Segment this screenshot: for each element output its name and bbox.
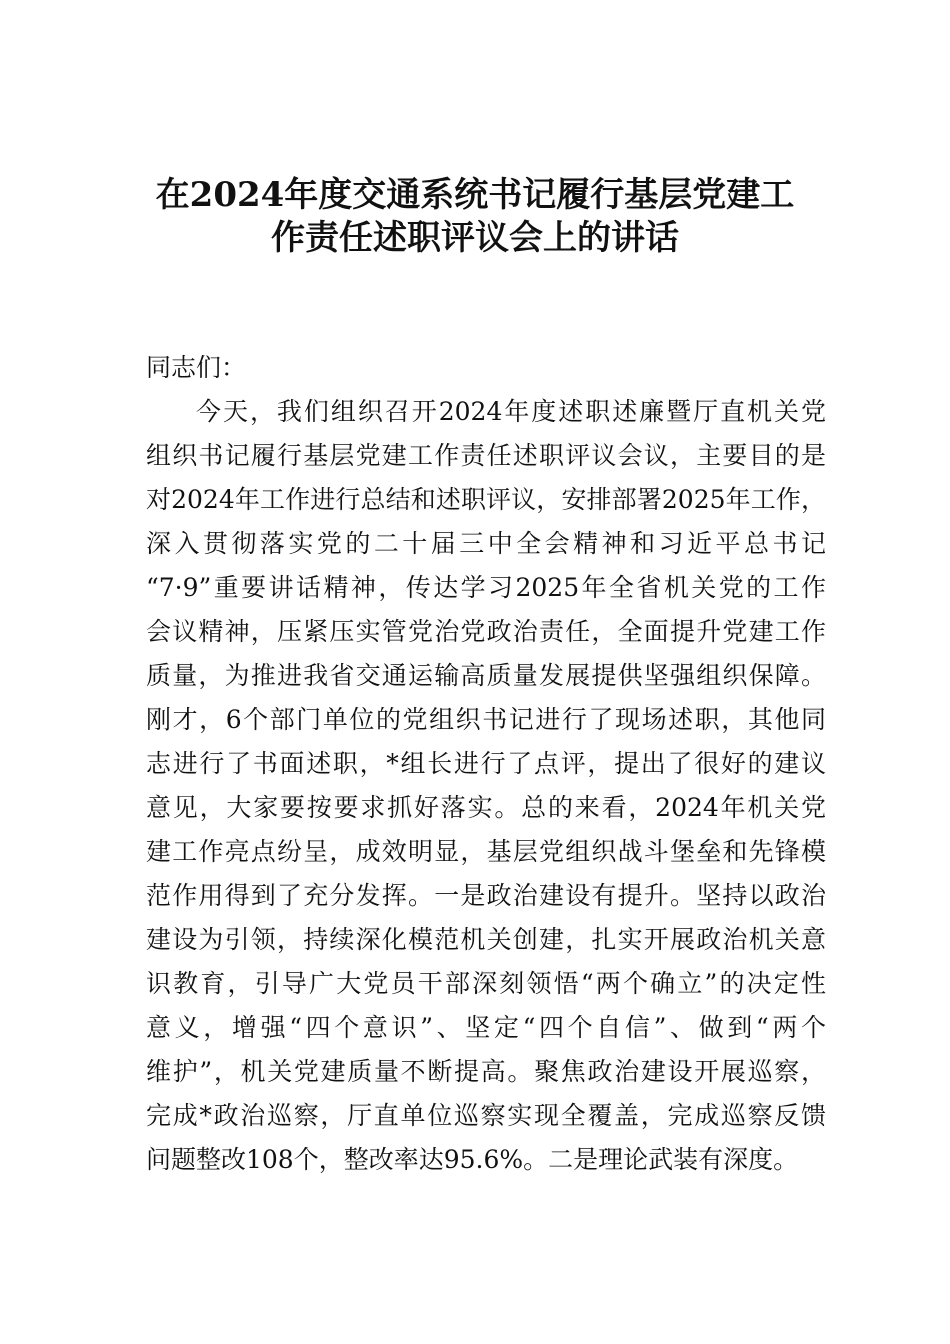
document-title-line-2: 作责任述职评议会上的讲话 <box>271 218 679 258</box>
paragraph-line: 建工作亮点纷呈，成效明显，基层党组织战斗堡垒和先锋模 <box>146 837 826 866</box>
paragraph-line: 深入贯彻落实党的二十届三中全会精神和习近平总书记 <box>146 529 826 558</box>
paragraph-line: 对2024年工作进行总结和述职评议，安排部署2025年工作， <box>146 485 826 514</box>
paragraph-line: 意义，增强“四个意识”、坚定“四个自信”、做到“两个 <box>146 1013 826 1042</box>
paragraph-line: 质量，为推进我省交通运输高质量发展提供坚强组织保障。 <box>146 661 826 690</box>
salutation: 同志们： <box>146 353 247 382</box>
paragraph-line: 完成*政治巡察，厅直单位巡察实现全覆盖，完成巡察反馈 <box>146 1101 826 1130</box>
paragraph-line: 刚才，6个部门单位的党组织书记进行了现场述职，其他同 <box>146 705 826 734</box>
paragraph-line: 识教育，引导广大党员干部深刻领悟“两个确立”的决定性 <box>146 969 826 998</box>
paragraph-line: 组织书记履行基层党建工作责任述职评议会议，主要目的是 <box>146 441 826 470</box>
paragraph-line: 会议精神，压紧压实管党治党政治责任，全面提升党建工作 <box>146 617 826 646</box>
paragraph-line: 维护”，机关党建质量不断提高。聚焦政治建设开展巡察， <box>146 1057 826 1086</box>
paragraph-line: 问题整改108个，整改率达95.6%。二是理论武装有深度。 <box>146 1145 799 1174</box>
paragraph-line: 范作用得到了充分发挥。一是政治建设有提升。坚持以政治 <box>146 881 826 910</box>
paragraph-line: 今天，我们组织召开2024年度述职述廉暨厅直机关党 <box>196 397 826 426</box>
paragraph-line: 建设为引领，持续深化模范机关创建，扎实开展政治机关意 <box>146 925 826 954</box>
document-title-line-1: 在2024年度交通系统书记履行基层党建工 <box>155 175 795 215</box>
paragraph-line: 意见，大家要按要求抓好落实。总的来看，2024年机关党 <box>146 793 826 822</box>
paragraph-line: 志进行了书面述职，*组长进行了点评，提出了很好的建议 <box>146 749 826 778</box>
paragraph-line: “7·9”重要讲话精神，传达学习2025年全省机关党的工作 <box>146 573 826 602</box>
